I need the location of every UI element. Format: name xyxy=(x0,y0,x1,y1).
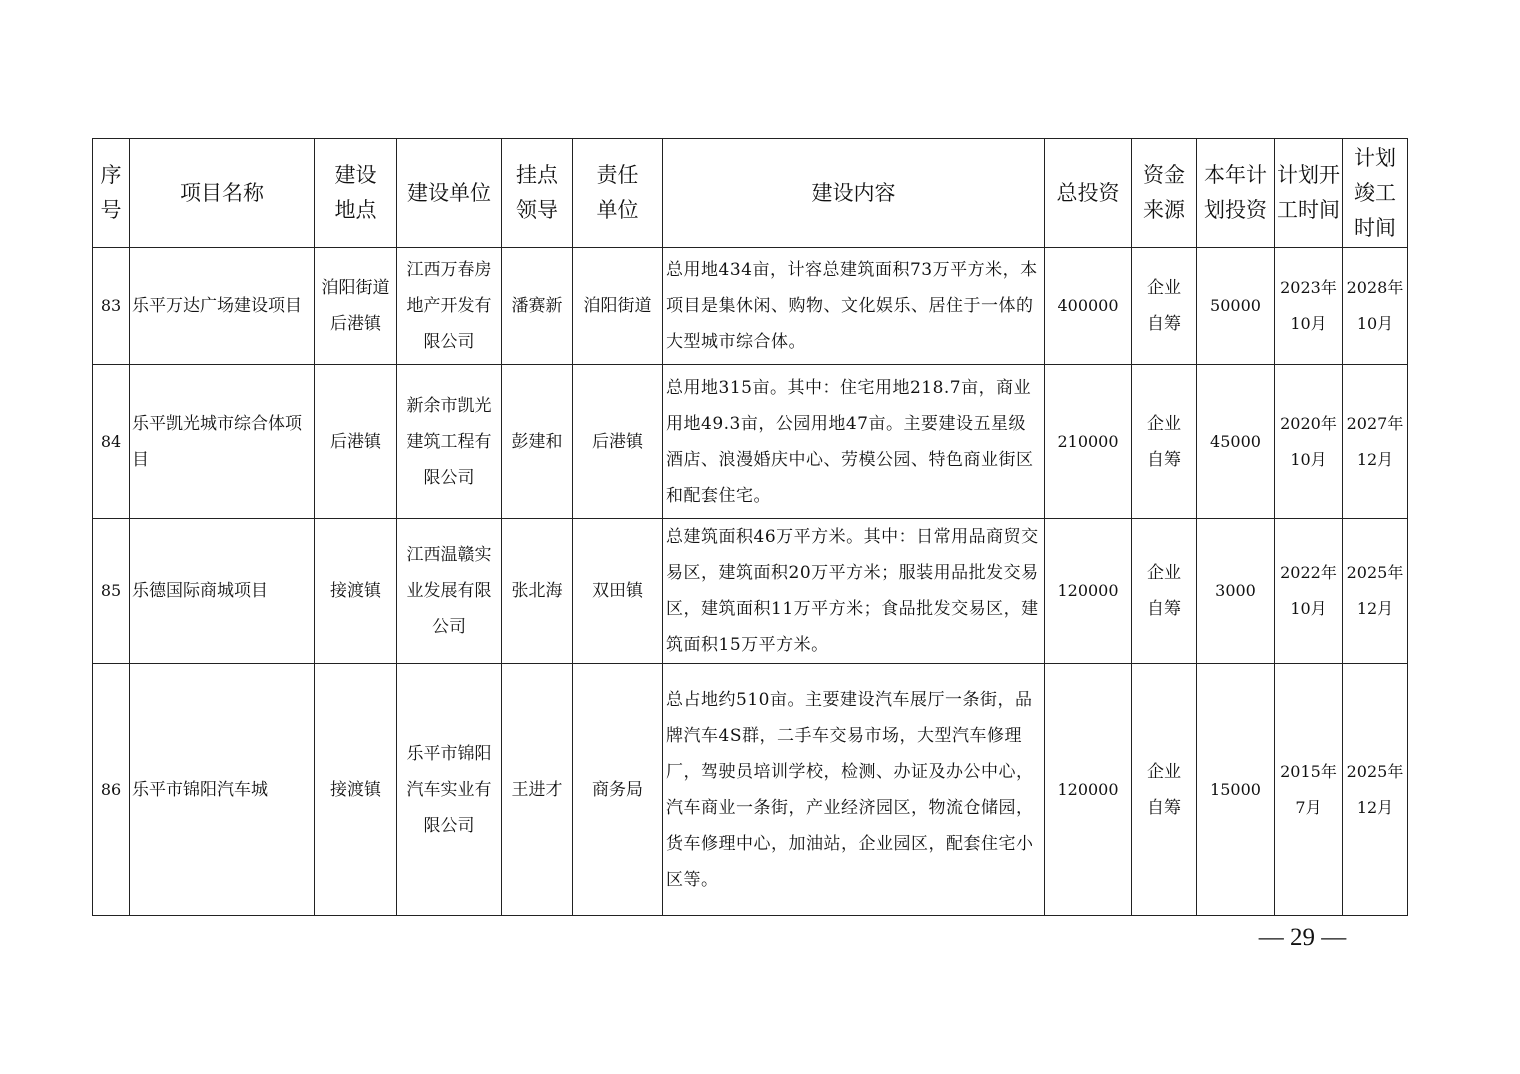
cell-start-text: 2022年10月 xyxy=(1280,563,1337,618)
table-header xyxy=(93,139,1408,248)
cell-name: 乐平万达广场建设项目 xyxy=(130,248,315,365)
cell-location-text: 洎阳街道后港镇 xyxy=(321,278,390,334)
cell-end xyxy=(1343,664,1408,916)
cell-unit-text: 新余市凯光建筑工程有限公司 xyxy=(406,395,492,488)
cell-location-text: 接渡镇 xyxy=(330,779,381,800)
cell-fund-text: 企业自筹 xyxy=(1147,761,1181,818)
page-number: — 29 — xyxy=(1258,924,1347,951)
cell-unit xyxy=(397,519,502,664)
cell-end-text: 2027年12月 xyxy=(1346,413,1404,469)
cell-name: 乐平凯光城市综合体项目 xyxy=(130,365,315,519)
cell-fund-text: 企业自筹 xyxy=(1147,563,1181,619)
header-leader xyxy=(502,139,573,248)
cell-end-text: 2028年10月 xyxy=(1346,278,1404,333)
cell-location xyxy=(315,248,397,365)
cell-unit xyxy=(397,365,502,519)
cell-start xyxy=(1275,664,1343,916)
cell-leader: 潘赛新 xyxy=(502,248,573,365)
cell-total: 400000 xyxy=(1045,248,1132,365)
header-seq-text: 序号 xyxy=(100,163,122,222)
cell-name: 乐平市锦阳汽车城 xyxy=(130,664,315,916)
header-location xyxy=(315,139,397,248)
cell-responsible: 洎阳街道 xyxy=(573,248,663,365)
cell-fund xyxy=(1132,248,1197,365)
cell-location xyxy=(315,664,397,916)
cell-end-text: 2025年12月 xyxy=(1346,761,1404,817)
header-total: 总投资 xyxy=(1045,139,1132,248)
cell-content: 总建筑面积46万平方米。其中：日常用品商贸交易区，建筑面积20万平方米；服装用品批发交易区，建筑面积11万平方米；食品批发交易区，建筑面积15万平方米。 xyxy=(663,519,1045,664)
cell-end xyxy=(1343,365,1408,519)
header-name: 项目名称 xyxy=(130,139,315,248)
cell-end xyxy=(1343,248,1408,365)
cell-fund-text: 企业自筹 xyxy=(1147,413,1181,470)
cell-seq: 83 xyxy=(93,248,130,365)
table-row xyxy=(93,365,1408,519)
cell-annual: 50000 xyxy=(1197,248,1275,365)
cell-total: 120000 xyxy=(1045,519,1132,664)
cell-name: 乐德国际商城项目 xyxy=(130,519,315,664)
cell-leader: 彭建和 xyxy=(502,365,573,519)
header-end xyxy=(1343,139,1408,248)
cell-end xyxy=(1343,519,1408,664)
header-annual xyxy=(1197,139,1275,248)
header-fund-text: 资金来源 xyxy=(1143,163,1185,222)
cell-unit-text: 乐平市锦阳汽车实业有限公司 xyxy=(406,743,492,836)
cell-annual: 45000 xyxy=(1197,365,1275,519)
header-responsible-text: 责任单位 xyxy=(596,163,639,222)
cell-location xyxy=(315,365,397,519)
cell-fund-text: 企业自筹 xyxy=(1147,278,1181,334)
cell-responsible: 后港镇 xyxy=(573,365,663,519)
cell-fund xyxy=(1132,664,1197,916)
cell-responsible: 双田镇 xyxy=(573,519,663,664)
header-end-text: 计划竣工时间 xyxy=(1354,145,1396,240)
header-start-text: 计划开工时间 xyxy=(1277,163,1340,222)
cell-responsible: 商务局 xyxy=(573,664,663,916)
cell-content: 总用地315亩。其中：住宅用地218.7亩，商业用地49.3亩，公园用地47亩。主要建设五星级酒店、浪漫婚庆中心、劳模公园、特色商业街区和配套住宅。 xyxy=(663,365,1045,519)
cell-start-text: 2015年7月 xyxy=(1280,761,1337,817)
table-body xyxy=(93,248,1408,916)
cell-location-text: 后港镇 xyxy=(330,431,381,452)
cell-annual: 3000 xyxy=(1197,519,1275,664)
cell-end-text: 2025年12月 xyxy=(1346,563,1404,618)
header-leader-text: 挂点领导 xyxy=(516,163,558,222)
cell-location-text: 接渡镇 xyxy=(330,581,381,601)
header-fund xyxy=(1132,139,1197,248)
cell-leader: 王进才 xyxy=(502,664,573,916)
table-row xyxy=(93,664,1408,916)
cell-content: 总用地434亩，计容总建筑面积73万平方米，本项目是集休闲、购物、文化娱乐、居住于一体的大型城市综合体。 xyxy=(663,248,1045,365)
cell-total: 210000 xyxy=(1045,365,1132,519)
header-responsible xyxy=(573,139,663,248)
cell-seq: 86 xyxy=(93,664,130,916)
cell-leader: 张北海 xyxy=(502,519,573,664)
cell-unit xyxy=(397,664,502,916)
table-row xyxy=(93,519,1408,664)
header-annual-text: 本年计划投资 xyxy=(1204,163,1267,222)
cell-start-text: 2020年10月 xyxy=(1280,413,1337,469)
header-unit: 建设单位 xyxy=(397,139,502,248)
cell-fund xyxy=(1132,365,1197,519)
cell-start xyxy=(1275,519,1343,664)
cell-start xyxy=(1275,365,1343,519)
header-seq xyxy=(93,139,130,248)
cell-content: 总占地约510亩。主要建设汽车展厅一条街，品牌汽车4S群，二手车交易市场，大型汽车修理厂，驾驶员培训学校，检测、办证及办公中心，汽车商业一条街，产业经济园区，物流仓储园，货车修理中心，加油站，企业园区，配套住宅小区等。 xyxy=(663,664,1045,916)
cell-seq: 85 xyxy=(93,519,130,664)
header-row xyxy=(93,139,1408,248)
cell-unit-text: 江西万春房地产开发有限公司 xyxy=(406,260,492,352)
project-table xyxy=(92,138,1408,916)
cell-start-text: 2023年10月 xyxy=(1280,278,1337,333)
header-content: 建设内容 xyxy=(663,139,1045,248)
cell-start xyxy=(1275,248,1343,365)
header-location-text: 建设地点 xyxy=(334,163,377,222)
table-row xyxy=(93,248,1408,365)
cell-seq: 84 xyxy=(93,365,130,519)
cell-unit xyxy=(397,248,502,365)
cell-unit-text: 江西温赣实业发展有限公司 xyxy=(406,545,492,637)
cell-annual: 15000 xyxy=(1197,664,1275,916)
cell-location xyxy=(315,519,397,664)
header-start xyxy=(1275,139,1343,248)
cell-total: 120000 xyxy=(1045,664,1132,916)
cell-fund xyxy=(1132,519,1197,664)
